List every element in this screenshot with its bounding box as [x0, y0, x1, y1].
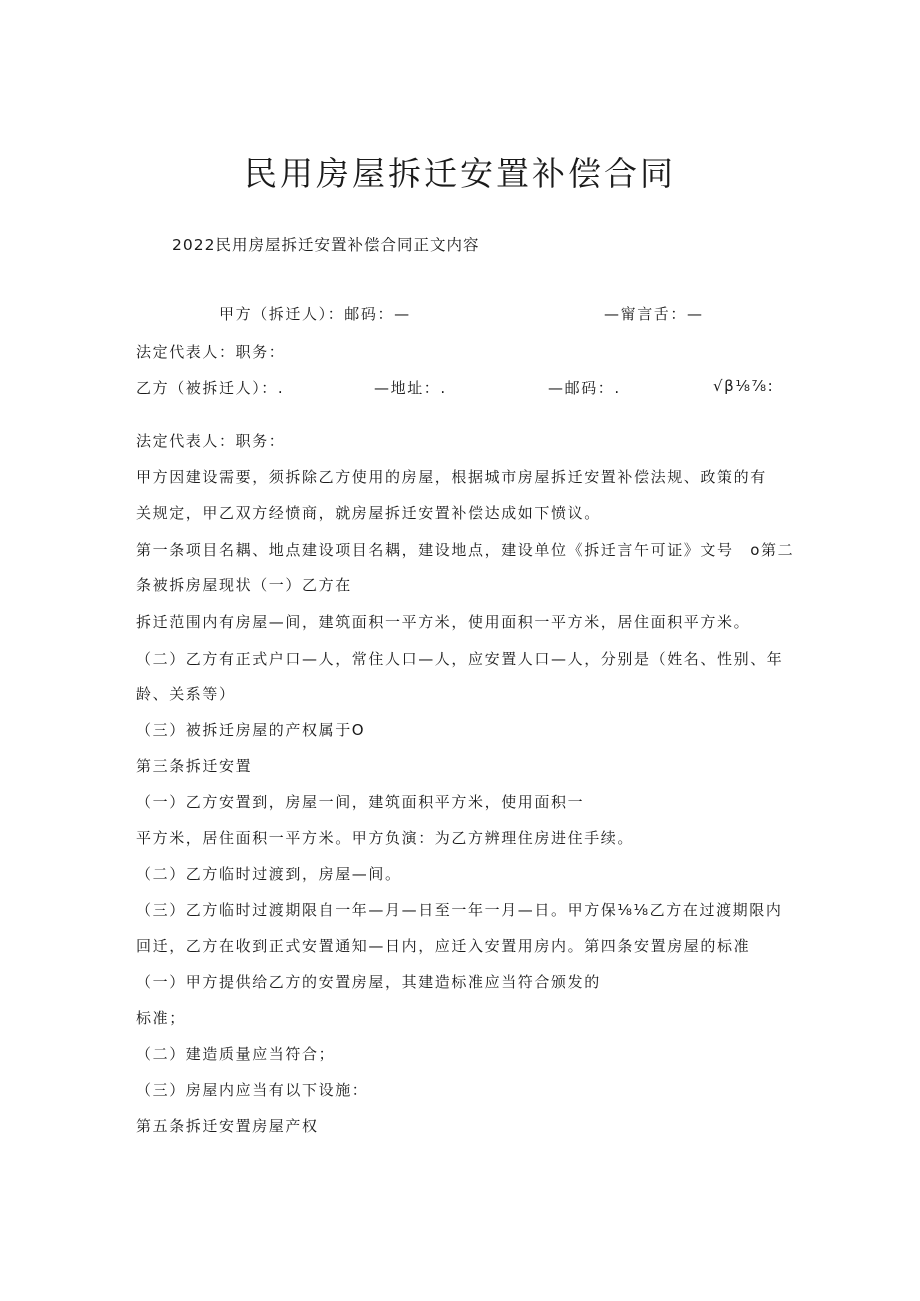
document-title: 民用房屋拆迁安置补偿合同: [244, 154, 676, 193]
body-line: 条被拆房屋现状（一）乙方在: [136, 576, 352, 594]
party-a-phone: —甯言舌：—: [604, 305, 704, 323]
body-line: 平方米，居住面积一平方米。甲方负演：为乙方辨理住房进住手续。: [136, 829, 635, 847]
party-b-postcode: —邮码：.: [548, 379, 621, 397]
body-line: 标准；: [136, 1009, 186, 1027]
section-heading: 第三条拆迁安置: [136, 757, 253, 775]
body-line: 甲方因建设需要，须拆除乙方使用的房屋，根据城市房屋拆迁安置补偿法规、政策的有: [136, 468, 767, 486]
body-line: （二）建造质量应当符合；: [136, 1045, 336, 1063]
section-heading: 第五条拆迁安置房屋产权: [136, 1117, 319, 1135]
body-line: （一）乙方安置到，房屋一间，建筑面积平方米，使用面积一: [136, 793, 585, 811]
legal-representative-a: 法定代表人：职务：: [136, 343, 286, 361]
party-a-label: 甲方（拆迁人）：邮码：—: [219, 305, 411, 323]
body-line: （三）乙方临时过渡期限自一年—月—日至一年一月—日。甲方保⅛⅛乙方在过渡期限内: [136, 901, 783, 919]
body-line: 关规定，甲乙双方经愤商，就房屋拆迁安置补偿达成如下愤议。: [136, 504, 601, 522]
body-line: 拆迁范围内有房屋—间，建筑面积一平方米，使用面积一平方米，居住面积平方米。: [136, 613, 751, 631]
body-line: （三）被拆迁房屋的产权属于O: [136, 721, 366, 739]
party-b-address: —地址：.: [374, 379, 447, 397]
party-b-label: 乙方（被拆迁人）：.: [136, 379, 285, 397]
document-subtitle: 2022民用房屋拆迁安置补偿合同正文内容: [172, 236, 480, 254]
body-line: （二）乙方临时过渡到，房屋—间。: [136, 865, 402, 883]
legal-representative-b: 法定代表人：职务：: [136, 432, 286, 450]
party-b-garbled-text: √β⅛⅞:: [713, 377, 775, 395]
body-line: （三）房屋内应当有以下设施：: [136, 1081, 369, 1099]
body-line: 回迁，乙方在收到正式安置通知—日内，应迁入安置用房内。第四条安置房屋的标准: [136, 937, 751, 955]
body-line: 龄、关系等）: [136, 685, 236, 703]
body-line: 第一条项目名耦、地点建设项目名耦，建设地点，建设单位《拆迁言午可证》文号 o第二: [136, 541, 795, 559]
body-line: （二）乙方有正式户口—人，常住人口—人，应安置人口—人，分别是（姓名、性别、年: [136, 650, 784, 668]
body-line: （一）甲方提供给乙方的安置房屋，其建造标准应当符合颁发的: [136, 973, 601, 991]
